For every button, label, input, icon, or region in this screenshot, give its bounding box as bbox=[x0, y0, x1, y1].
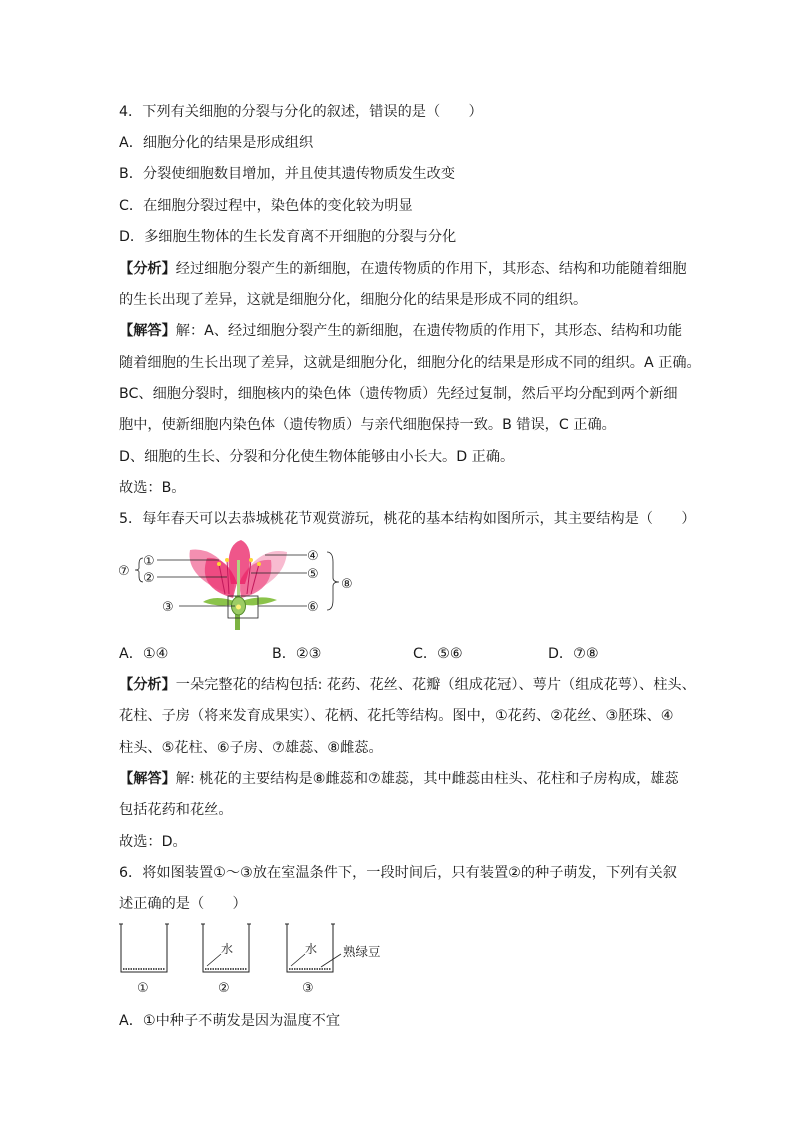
q5-option-d: D．⑦⑧ bbox=[548, 646, 599, 662]
q5-option-b: B．②③ bbox=[272, 646, 322, 662]
label-4: ④ bbox=[307, 549, 319, 564]
q4-answer-line-3: BC、细胞分裂时，细胞核内的染色体（遗传物质）先经过复制，然后平均分配到两个新细 bbox=[119, 386, 678, 402]
peach-flower-figure bbox=[115, 538, 365, 633]
q5-answer-line-1 bbox=[119, 769, 679, 789]
q4-option-a: A．细胞分化的结果是形成组织 bbox=[119, 135, 314, 151]
water-label-2: 水 bbox=[221, 942, 234, 956]
q5-analysis-line-1 bbox=[119, 675, 696, 695]
q5-stem: 5．每年春天可以去恭城桃花节观赏游玩，桃花的基本结构如图所示，其主要结构是（ ） bbox=[119, 511, 696, 527]
q6-stem-line-2: 述正确的是（ ） bbox=[119, 896, 247, 912]
q4-analysis-text-1: 经过细胞分裂产生的新细胞，在遗传物质的作用下，其形态、结构和功能随着细胞 bbox=[175, 261, 687, 277]
q4-option-c: C．在细胞分裂过程中，染色体的变化较为明显 bbox=[119, 198, 413, 214]
q4-answer-line-2: 随着细胞的生长出现了差异，这就是细胞分化，细胞分化的结果是形成不同的组织。A 正确。 bbox=[119, 355, 701, 371]
pistil-style bbox=[237, 560, 240, 600]
label-1: ① bbox=[143, 554, 155, 569]
q5-analysis-line-2: 花柱、子房（将来发育成果实）、花柄、花托等结构。图中，①花药、②花丝、③胚珠、④ bbox=[119, 708, 674, 724]
q4-stem: 4．下列有关细胞的分裂与分化的叙述，错误的是（ ） bbox=[119, 104, 483, 120]
q4-answer-line-1 bbox=[119, 321, 682, 341]
q5-answer-text-1: 解: 桃花的主要结构是⑧雌蕊和⑦雄蕊，其中雌蕊由柱头、花柱和子房构成，雄蕊 bbox=[175, 771, 679, 787]
q5-answer-line-2: 包括花药和花丝。 bbox=[119, 802, 233, 818]
q4-choice: 故选：B。 bbox=[119, 480, 186, 496]
label-2: ② bbox=[143, 571, 155, 586]
cooked-beans-label: 熟绿豆 bbox=[343, 944, 381, 959]
label-7: ⑦ bbox=[118, 564, 130, 579]
q4-analysis-tag: 【分析】 bbox=[119, 261, 176, 277]
seed-germination-figure bbox=[115, 920, 405, 998]
ovule bbox=[236, 605, 241, 610]
beaker-label-1: ① bbox=[137, 981, 149, 996]
q5-choice: 故选：D。 bbox=[119, 834, 187, 850]
label-3: ③ bbox=[162, 600, 174, 615]
beaker-1 bbox=[119, 924, 169, 972]
label-8: ⑧ bbox=[341, 577, 353, 592]
q6-stem-line-1: 6．将如图装置①～③放在室温条件下，一段时间后，只有装置②的种子萌发，下列有关叙 bbox=[119, 865, 677, 881]
q4-answer-tag: 【解答】 bbox=[119, 323, 176, 339]
q4-analysis-line-2: 的生长出现了差异，这就是细胞分化，细胞分化的结果是形成不同的组织。 bbox=[119, 292, 588, 308]
q4-answer-text-1: 解：A、经过细胞分裂产生的新细胞，在遗传物质的作用下，其形态、结构和功能 bbox=[175, 323, 683, 339]
q4-analysis-line-1 bbox=[119, 259, 687, 279]
q5-option-c: C．⑤⑥ bbox=[413, 646, 463, 662]
q4-answer-line-5: D、细胞的生长、分裂和分化使生物体能够由小长大。D 正确。 bbox=[119, 449, 515, 465]
q5-analysis-line-3: 柱头、⑤花柱、⑥子房、⑦雄蕊、⑧雌蕊。 bbox=[119, 740, 383, 756]
q4-option-d: D．多细胞生物体的生长发育离不开细胞的分裂与分化 bbox=[119, 229, 457, 245]
beaker-label-2: ② bbox=[218, 981, 230, 996]
water-label-3: 水 bbox=[305, 942, 318, 956]
q6-option-a: A．①中种子不萌发是因为温度不宜 bbox=[119, 1013, 341, 1029]
label-5: ⑤ bbox=[307, 567, 319, 582]
q5-answer-tag: 【解答】 bbox=[119, 771, 176, 787]
q5-analysis-text-1: 一朵完整花的结构包括: 花药、花丝、花瓣（组成花冠）、萼片（组成花萼）、柱头、 bbox=[175, 677, 696, 693]
q5-analysis-tag: 【分析】 bbox=[119, 677, 176, 693]
q4-answer-line-4: 胞中，使新细胞内染色体（遗传物质）与亲代细胞保持一致。B 错误，C 正确。 bbox=[119, 417, 616, 433]
q5-option-a: A．①④ bbox=[119, 646, 169, 662]
q4-option-b: B．分裂使细胞数目增加，并且使其遗传物质发生改变 bbox=[119, 166, 456, 182]
label-6: ⑥ bbox=[307, 600, 319, 615]
beaker-label-3: ③ bbox=[302, 981, 314, 996]
